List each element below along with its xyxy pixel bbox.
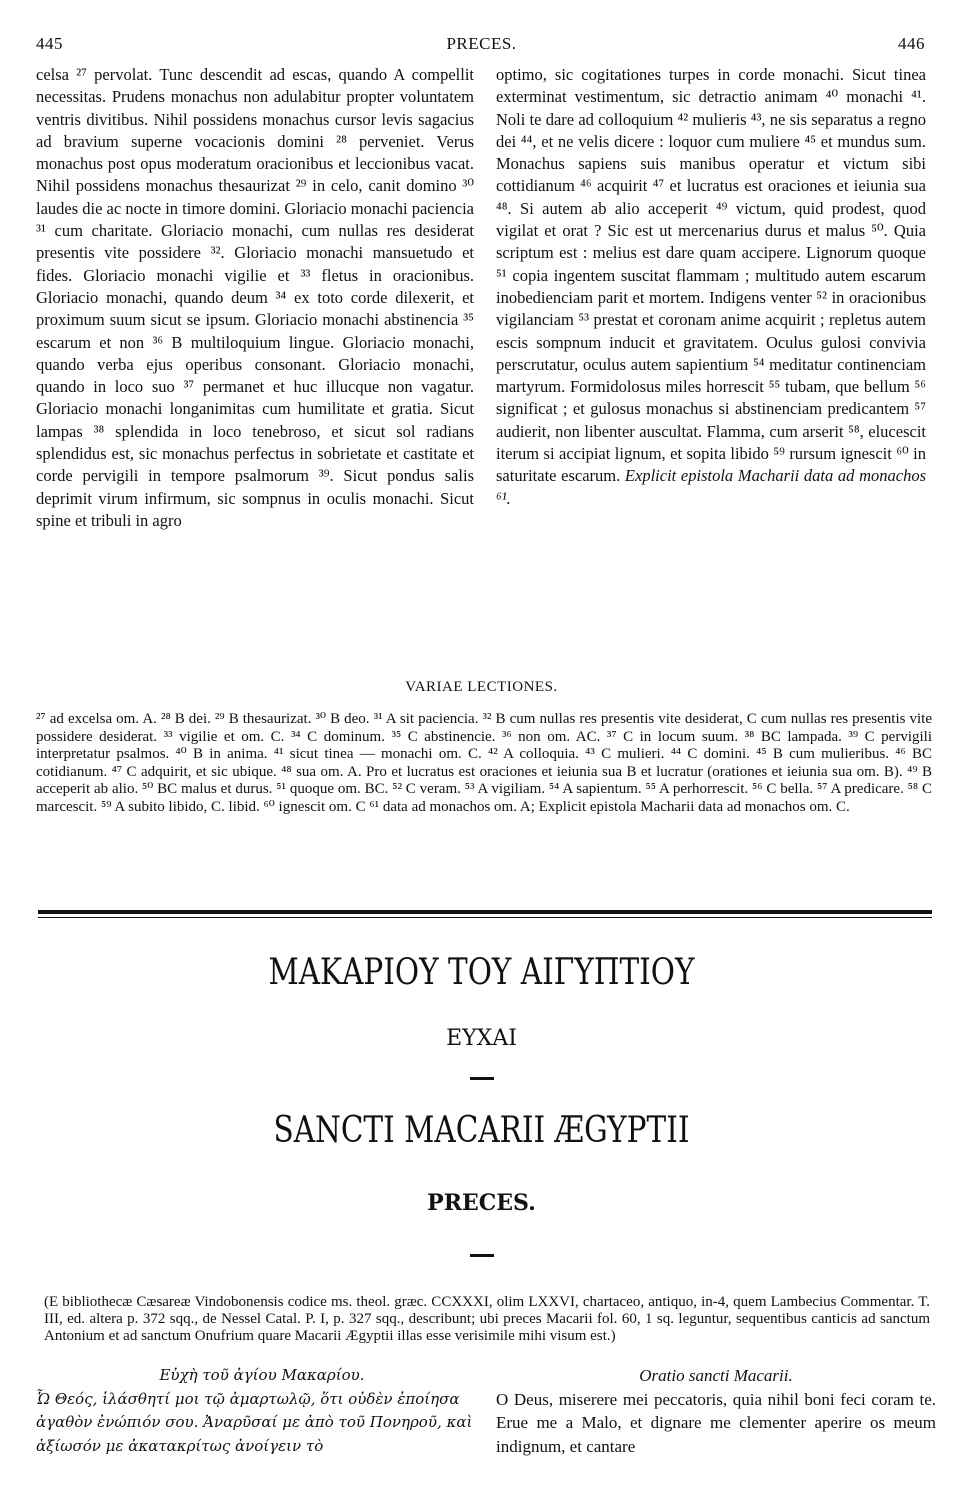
greek-prayer-heading: Εὐχὴ τοῦ ἁγίου Μακαρίου. [159,1366,365,1384]
explicit-line: Explicit epistola Macharii data ad monachos ⁶¹. [496,466,926,508]
double-rule-thin [38,917,932,918]
right-text-column [496,64,926,510]
latin-subtitle: PRECES. [427,1190,536,1216]
page-number-left: 445 [36,34,63,53]
title-dash-2 [470,1254,494,1257]
greek-prayer-text: Ὦ Θεός, ἱλάσθητί μοι τῷ ἁμαρτωλῷ, ὅτι οὐδὲν ἐποίησα ἀγαθὸν ἐνώπιόν σου. Ἀναρῦσαί με ἀπὸ τοῦ Πονηροῦ, καὶ ἀξίωσόν με ἀκατακρίτως ἀνοίγειν τὸ [36,1389,473,1455]
running-title: PRECES. [446,34,517,53]
left-column-text: celsa ²⁷ pervolat. Tunc descendit ad escas, quando A compellit necessitas. Prudens monachus non adulabitur propter voluntatem ventris divitibus. Nihil possidens monachus cursor levis sagacius ad bravium superne vocacionis domini ²⁸ perveniet. Verus monachus post opus moderatum oracionibus et leccionibus vacat. Nihil possidens monachus thesaurizat ²⁹ in celo, canit domino ³⁰ laudes die ac nocte in timore domini. Gloriacio monachi paciencia ³¹ cum charitate. Gloriacio monachi, cum nullas res desiderat presentis vite possidere ³². Gloriacio monachi mansuetudo et fides. Gloriacio monachi vigilie et ³³ fletus in oracionibus. Gloriacio monachi, quando deum ³⁴ ex toto corde dilexerit, et proximum suum sicut se ipsum. Gloriacio monachi abstinencia ³⁵ escarum et non ³⁶ B multiloquium lingue. Gloriacio monachi, quando verba ejus operibus consonant. Gloriacio monachi, quando in loco suo ³⁷ permanet et huc illucque non vagatur. Gloriacio monachi longanimitas cum humilitate et gratia. Sicut lampas ³⁸ splendida in loco tenebroso, et sicut sol radians splendidus est, sic monachus perfectus in sobrietate et castitate et corde pervigili in tempore psalmorum ³⁹. Sicut pondus salis deprimit virum infirmum, sic sompnus in oculis monachi. Sicut spine et tribuli in agro [36,65,475,530]
left-text-column [36,64,474,532]
double-rule-thick [38,910,932,914]
greek-subtitle: ΕΥΧΑΙ [446,1026,517,1051]
latin-prayer-heading: Oratio sancti Macarii. [639,1366,793,1385]
right-column-text [496,64,926,510]
greek-prayer-column [36,1364,488,1458]
variae-lectiones: ²⁷ ad excelsa om. A. ²⁸ B dei. ²⁹ B thesaurizat. ³⁰ B deo. ³¹ A sit paciencia. ³² B cum nullas res presentis vite desiderat, C cum nullas res presentis vite possidere desiderat. ³³ vigilie et om. C. ³⁴ C dominum. ³⁵ C abstinencie. ³⁶ non om. AC. ³⁷ C in locum suum. ³⁸ BC lampada. ³⁹ C pervigili interpretatur psalmos. ⁴⁰ B in anima. ⁴¹ sicut tinea — monachi om. C. ⁴² A colloquia. ⁴³ C mulieri. ⁴⁴ C domini. ⁴⁵ B cum mulieribus. ⁴⁶ BC cotidianum. ⁴⁷ C adquirit, et sic ubique. ⁴⁸ sua om. A. Pro et lucratus est oraciones et ieiunia sua B et lucratur (orationes et ieiunia sua om. B). ⁴⁹ B acceperit ab alio. ⁵⁰ BC malus et durus. ⁵¹ quoque om. BC. ⁵² C veram. ⁵³ A vigiliam. ⁵⁴ A sapientum. ⁵⁵ A perhorrescit. ⁵⁶ C bella. ⁵⁷ A predicare. ⁵⁸ C marcescit. ⁵⁹ A subito libido, C. libid. ⁶⁰ ignescit om. C ⁶¹ data ad monachos om. A; Explicit epistola Macharii data ad monachos om. C. [36,711,932,815]
greek-title: ΜΑΚΑΡΙΟΥ ΤΟΥ ΑΙΓΥΠΤΙΟΥ [268,952,695,993]
right-column-body: optimo, sic cogitationes turpes in corde monachi. Sicut tinea exterminat vestimentum, sic detractio animam ⁴⁰ monachi ⁴¹. Noli te dare ad colloquium ⁴² mulieris ⁴³, ne sis separatus a regno dei ⁴⁴, et ne velis dicere : loquor cum muliere ⁴⁵ et mundus sum. Monachus sapiens suis manibus operatur et victum sibi cottidianum ⁴⁶ acquirit ⁴⁷ et lucratus est oraciones et ieiunia sua ⁴⁸. Si autem ab alio acceperit ⁴⁹ victum, quid prodest, quod vigilat et orat ? Sic est ut mercenarius durus et malus ⁵⁰. Quia scriptum est : melius est dare quam accipere. Lignorum quoque ⁵¹ copia ingentem suscitat flammam ; multitudo autem escarum inobedienciam parit et mortem. Indigens venter ⁵² in oracionibus vigilanciam ⁵³ prestat et coronam anime acquirit ; repletus autem escis sompnum inducit et gravitatem. Oculus gulosi convivia perscrutatur, oculus autem sapientium ⁵⁴ meditatur continenciam martyrum. Formidolosus miles horrescit ⁵⁵ tubam, que bellum ⁵⁶ significat ; et gulosus monachus si abstinenciam predicantem ⁵⁷ audierit, non libenter auscultat. Flamma, cum arserit ⁵⁸, elucescit iterum si accipiat lignum, et sopita libido ⁵⁹ rursum ignescit ⁶⁰ in saturitate escarum. [496,65,926,486]
latin-prayer-text: O Deus, miserere mei peccatoris, quia nihil boni feci coram te. Erue me a Malo, et dignare me clementer aperire os meum indignum, et cantare [496,1389,936,1456]
variae-heading: VARIAE LECTIONES. [405,679,558,695]
page-number-right: 446 [898,34,925,53]
latin-prayer-column [496,1364,936,1458]
latin-title: SANCTI MACARII ÆGYPTII [273,1110,690,1151]
intro-note: (E bibliothecæ Cæsareæ Vindobonensis codice ms. theol. græc. CCXXXI, olim LXXVI, chartaceo, antiquo, in-4, quem Lambecius Commentar. T. III, ed. altera p. 372 sqq., de Nessel Catal. P. I, p. 327 sqq., describunt; ubi preces Macarii fol. 60, 1 sq. leguntur, sequentibus canticis ad sanctum Antonium et ad sanctum Onufrium quare Macarii Ægyptii illas esse verisimile mihi visum est.) [44,1294,930,1344]
title-dash-1 [470,1077,494,1080]
